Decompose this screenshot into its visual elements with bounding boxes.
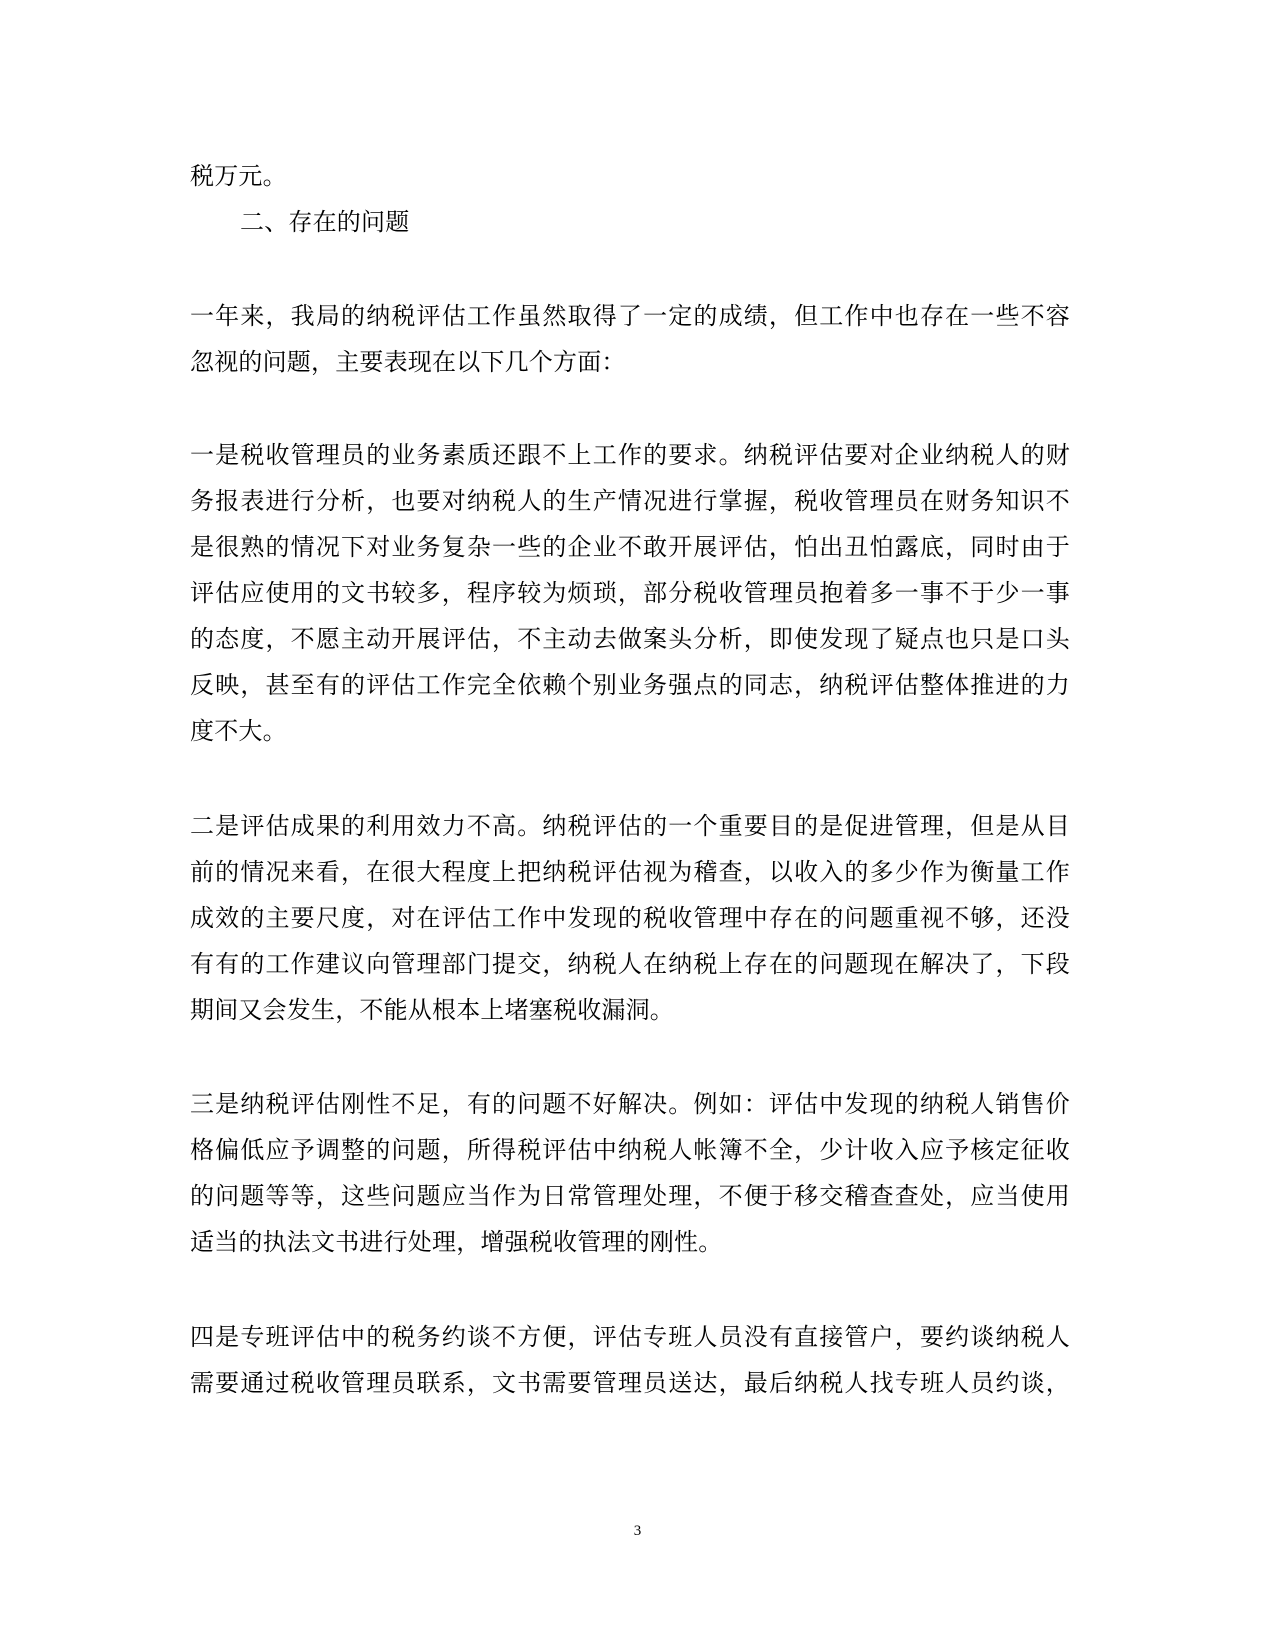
- section-heading: 二、存在的问题: [240, 208, 410, 236]
- paragraph-line: 的问题等等，这些问题应当作为日常管理处理，不便于移交稽查查处，应当使用: [190, 1182, 1070, 1210]
- continued-text-line: 税万元。: [190, 162, 287, 190]
- paragraph-line: 成效的主要尺度，对在评估工作中发现的税收管理中存在的问题重视不够，还没: [190, 904, 1070, 932]
- paragraph-line: 度不大。: [190, 717, 287, 745]
- paragraph-line: 需要通过税收管理员联系，文书需要管理员送达，最后纳税人找专班人员约谈，: [190, 1369, 1070, 1397]
- paragraph-line: 二是评估成果的利用效力不高。纳税评估的一个重要目的是促进管理，但是从目: [190, 812, 1070, 840]
- paragraph-line: 是很熟的情况下对业务复杂一些的企业不敢开展评估，怕出丑怕露底，同时由于: [190, 533, 1070, 561]
- paragraph-line: 有有的工作建议向管理部门提交，纳税人在纳税上存在的问题现在解决了，下段: [190, 950, 1070, 978]
- paragraph-line: 前的情况来看，在很大程度上把纳税评估视为稽查，以收入的多少作为衡量工作: [190, 858, 1070, 886]
- paragraph-line: 务报表进行分析，也要对纳税人的生产情况进行掌握，税收管理员在财务知识不: [190, 487, 1070, 515]
- paragraph-line: 适当的执法文书进行处理，增强税收管理的刚性。: [190, 1228, 723, 1256]
- page-number: 3: [633, 1523, 642, 1539]
- paragraph-line: 三是纳税评估刚性不足，有的问题不好解决。例如：评估中发现的纳税人销售价: [190, 1090, 1070, 1118]
- paragraph-line: 的态度，不愿主动开展评估，不主动去做案头分析，即使发现了疑点也只是口头: [190, 625, 1070, 653]
- paragraph-line: 四是专班评估中的税务约谈不方便，评估专班人员没有直接管户，要约谈纳税人: [190, 1323, 1070, 1351]
- paragraph-line: 反映，甚至有的评估工作完全依赖个别业务强点的同志，纳税评估整体推进的力: [190, 671, 1070, 699]
- paragraph-line: 格偏低应予调整的问题，所得税评估中纳税人帐簿不全，少计收入应予核定征收: [190, 1136, 1070, 1164]
- paragraph-line: 一年来，我局的纳税评估工作虽然取得了一定的成绩，但工作中也存在一些不容: [190, 302, 1070, 330]
- paragraph-line: 一是税收管理员的业务素质还跟不上工作的要求。纳税评估要对企业纳税人的财: [190, 441, 1070, 469]
- paragraph-line: 期间又会发生，不能从根本上堵塞税收漏洞。: [190, 996, 674, 1024]
- paragraph-line: 评估应使用的文书较多，程序较为烦琐，部分税收管理员抱着多一事不于少一事: [190, 579, 1070, 607]
- paragraph-line: 忽视的问题，主要表现在以下几个方面：: [190, 348, 626, 376]
